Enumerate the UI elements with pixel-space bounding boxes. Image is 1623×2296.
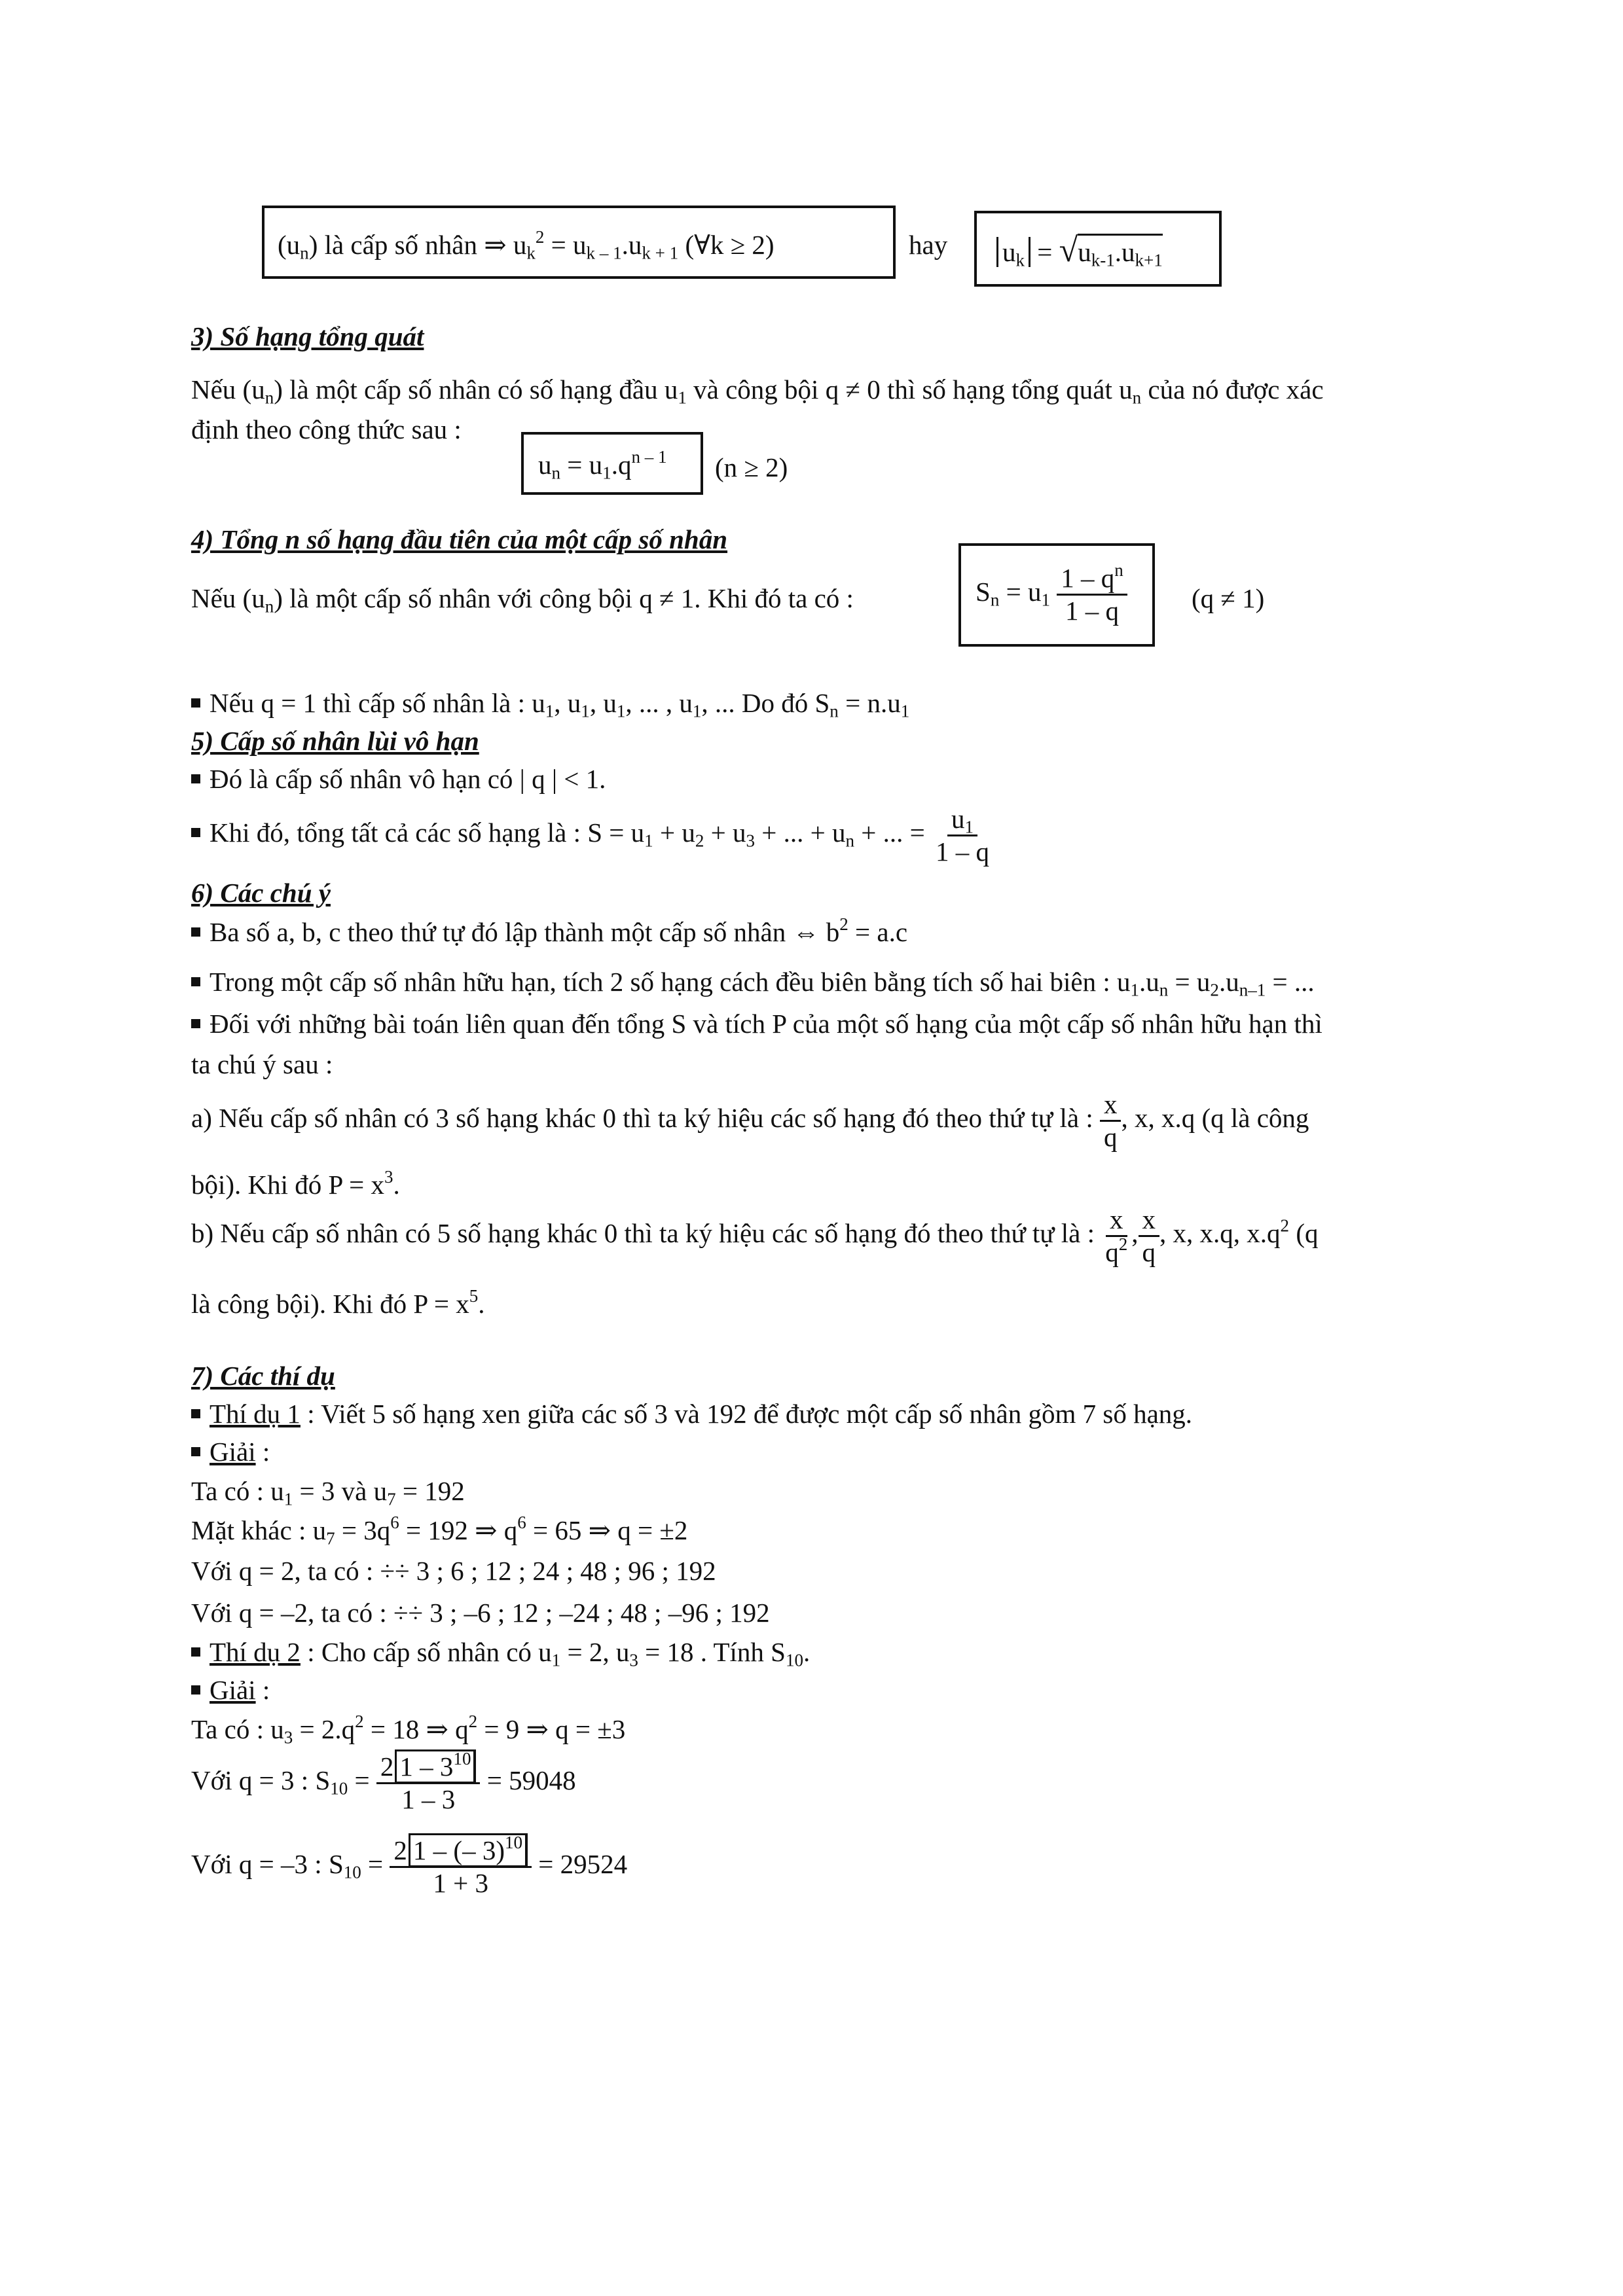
s6-bullet-3-line-1: Đối với những bài toán liên quan đến tổng S và tích P của một số hạng của một cấp số nhân hữu hạn thì [191, 1008, 1322, 1040]
s6-bullet-2: Trong một cấp số nhân hữu hạn, tích 2 số hạng cách đều biên bằng tích số hai biên : $u_1.u_n = u_2.u_{n-1}$ = ... [191, 966, 1315, 998]
bullet-icon [191, 927, 200, 937]
bullet-icon [191, 1647, 200, 1657]
bullet-icon [191, 1685, 200, 1695]
bullet-icon [191, 1409, 200, 1418]
formula-geometric-mean: $(u_n)$ là cấp số nhân ⇒ $u_k^2 = u_{k - 1}.u_{k + 1}$ (∀k ≥ 2) [278, 227, 775, 263]
s5-bullet-1: Đó là cấp số nhân vô hạn có | q | < 1. [191, 763, 606, 795]
sum-condition: (q ≠ 1) [1192, 583, 1265, 613]
bullet-icon [191, 1447, 200, 1456]
bullet-icon [191, 977, 200, 986]
ex1-line-1: Ta có : $u_1 = 3$ và $u_7 = 192$ [191, 1476, 465, 1509]
s6-item-a-line-1: a) Nếu cấp số nhân có 3 số hạng khác 0 thì ta ký hiệu các số hạng đó theo thứ tự là : $\frac{x}{q}$ , x, x.q (q là công [191, 1089, 1309, 1153]
example-1: Thí dụ 1 : Viết 5 số hạng xen giữa các số 3 và 192 để được một cấp số nhân gồm 7 số hạng. [191, 1398, 1192, 1430]
heading-section-5: 5) Cấp số nhân lùi vô hạn [191, 726, 479, 756]
formula-sum: $S_n = u_1$ $\frac{1 - q^n}{1 - q}$ [976, 563, 1127, 626]
example-2: Thí dụ 2 : Cho cấp số nhân có $u_1 = 2$, $u_3 = 18$ . Tính $S_{10}$. [191, 1636, 810, 1668]
heading-section-7: 7) Các thí dụ [191, 1361, 335, 1391]
s3-paragraph-line-1: Nếu $(u_n)$ là một cấp số nhân có số hạng đầu $u_1$ và công bội q ≠ 0 thì số hạng tổng quát $u_n$ của nó được xác [191, 374, 1324, 408]
formula-general-term: $u_n = u_1.q^{n - 1}$ [538, 447, 667, 483]
ex2-line-3: Với q = –3 : $S_{10}$ = $\frac{2 1 - (- 3)^{10}}{1 + 3}$ = 29524 [191, 1833, 628, 1899]
ex1-line-3: Với q = 2, ta có : ÷÷ 3 ; 6 ; 12 ; 24 ; 48 ; 96 ; 192 [191, 1556, 716, 1586]
s4-bullet-q-equals-1: Nếu q = 1 thì cấp số nhân là : $u_1$, $u_1$, $u_1$, ... , $u_1$, ... Do đó $S_n = n.u_1$ [191, 687, 909, 719]
heading-section-4: 4) Tổng n số hạng đầu tiên của một cấp số nhân [191, 524, 728, 554]
solution-label-1: Giải : [191, 1436, 270, 1468]
bullet-icon [191, 774, 200, 783]
formula-abs-sqrt: $u_k = √u_{k-1}.u_{k+1}$ [996, 230, 1163, 271]
s6-item-b-line-1: b) Nếu cấp số nhân có 5 số hạng khác 0 thì ta ký hiệu các số hạng đó theo thứ tự là : $\frac{x}{q^2}$ , $\frac{x}{q}$ , x, x.q, $x.q^2$ (q [191, 1204, 1319, 1268]
bullet-icon [191, 828, 200, 837]
s6-item-b-line-2: là công bội). Khi đó $P = x^5$. [191, 1286, 485, 1319]
heading-section-6: 6) Các chú ý [191, 878, 331, 908]
s6-item-a-line-2: bội). Khi đó $P = x^3$. [191, 1167, 400, 1200]
bullet-icon [191, 698, 200, 708]
ex1-line-2: Mặt khác : $u_7 = 3q^6 = 192$ ⇒ $q^6 = 65$ ⇒ q = ±2 [191, 1513, 688, 1549]
s6-bullet-1: Ba số a, b, c theo thứ tự đó lập thành một cấp số nhân ⇔ $b^2 = a.c$ [191, 916, 907, 948]
s4-paragraph: Nếu $(u_n)$ là một cấp số nhân với công bội q ≠ 1. Khi đó ta có : [191, 583, 854, 617]
s3-paragraph-line-2: định theo công thức sau : [191, 414, 462, 444]
ex1-line-4: Với q = –2, ta có : ÷÷ 3 ; –6 ; 12 ; –24 ; 48 ; –96 ; 192 [191, 1598, 770, 1628]
solution-label-2: Giải : [191, 1674, 270, 1706]
s6-bullet-3-line-2: ta chú ý sau : [191, 1049, 333, 1079]
s5-bullet-2: Khi đó, tổng tất cả các số hạng là : $S = u_1 + u_2 + u_3$ + ... + $u_n$ + ... = $\frac{u_1}{1 - q}$ [191, 804, 993, 867]
heading-section-3: 3) Số hạng tổng quát [191, 321, 424, 351]
ex2-line-1: Ta có : $u_3 = 2.q^2 = 18$ ⇒ $q^2 = 9$ ⇒ q = ±3 [191, 1712, 626, 1748]
bullet-icon [191, 1019, 200, 1028]
general-term-condition: (n ≥ 2) [715, 452, 788, 482]
hay-label: hay [909, 230, 948, 260]
ex2-line-2: Với q = 3 : $S_{10}$ = $\frac{2 1 - 3^{10}}{1 - 3}$ = 59048 [191, 1749, 576, 1815]
